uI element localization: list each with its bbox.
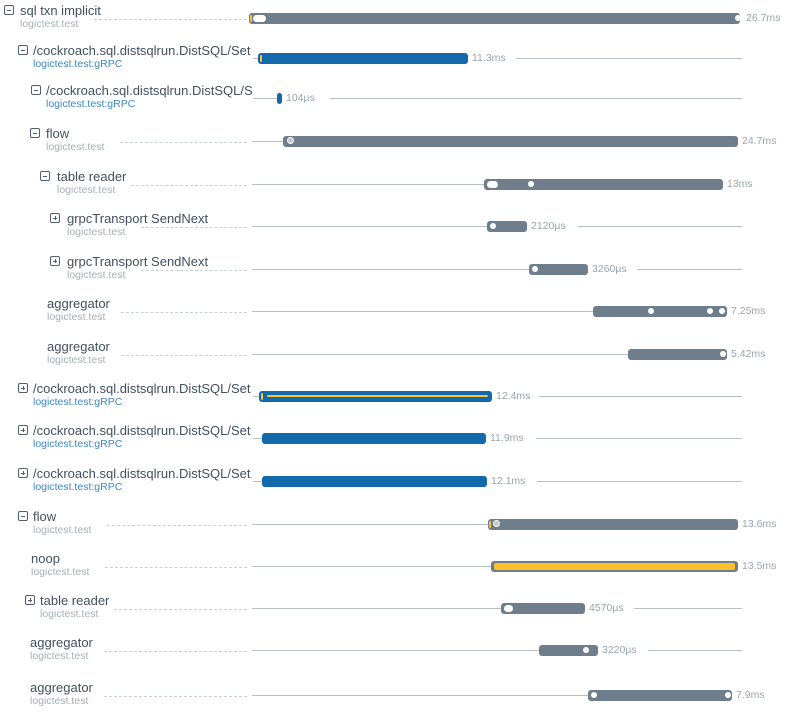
span-bar[interactable] bbox=[283, 136, 738, 147]
span-service: logictest.test bbox=[67, 269, 126, 281]
event-dot bbox=[719, 308, 725, 314]
leader-dashes bbox=[121, 312, 247, 313]
event-tick-icon bbox=[250, 15, 252, 22]
span-label bbox=[33, 382, 253, 408]
timeline-post-line bbox=[637, 269, 742, 270]
span-label bbox=[31, 552, 253, 578]
duration-label: 3260µs bbox=[592, 263, 627, 275]
span-name: grpcTransport SendNext bbox=[67, 255, 209, 269]
duration-label: 4570µs bbox=[589, 602, 624, 614]
trace-row[interactable] bbox=[0, 212, 786, 254]
leader-dashes bbox=[94, 19, 247, 20]
span-name: table reader bbox=[40, 594, 110, 608]
span-label bbox=[33, 510, 253, 536]
collapse-icon[interactable] bbox=[30, 128, 40, 138]
duration-label: 13.6ms bbox=[742, 518, 777, 530]
span-service: logictest.test bbox=[30, 695, 89, 707]
span-name: table reader bbox=[57, 170, 127, 184]
leader-dashes bbox=[141, 270, 247, 271]
leader-dashes bbox=[120, 142, 247, 143]
span-bar[interactable] bbox=[488, 519, 738, 530]
span-service: logictest.test bbox=[57, 184, 116, 196]
span-bar[interactable] bbox=[501, 603, 585, 614]
timeline-pre-line bbox=[252, 141, 283, 142]
span-service-link[interactable]: logictest.test:gRPC bbox=[33, 396, 123, 408]
trace-row[interactable] bbox=[0, 4, 786, 46]
event-dot bbox=[648, 308, 654, 314]
span-name: aggregator bbox=[30, 681, 93, 695]
span-label bbox=[47, 297, 253, 323]
span-bar[interactable] bbox=[484, 179, 723, 190]
span-name: aggregator bbox=[47, 340, 110, 354]
expand-icon[interactable] bbox=[18, 425, 28, 435]
span-service: logictest.test bbox=[46, 141, 105, 153]
event-dot bbox=[720, 351, 726, 357]
event-dot bbox=[591, 692, 597, 698]
trace-row[interactable] bbox=[0, 681, 786, 714]
span-name: /cockroach.sql.distsqlrun.DistSQL/Set bbox=[33, 44, 251, 58]
timeline-pre-line bbox=[252, 650, 539, 651]
span-bar[interactable] bbox=[588, 690, 732, 701]
timeline-pre-line bbox=[252, 184, 484, 185]
trace-row[interactable] bbox=[0, 297, 786, 339]
leader-dashes bbox=[141, 227, 247, 228]
trace-row[interactable] bbox=[0, 340, 786, 382]
span-bar[interactable] bbox=[262, 433, 486, 444]
span-service: logictest.test bbox=[20, 18, 79, 30]
span-label bbox=[46, 84, 253, 110]
span-service-link[interactable]: logictest.test:gRPC bbox=[33, 481, 123, 493]
span-name: sql txn implicit bbox=[20, 4, 101, 18]
timeline-post-line bbox=[539, 396, 742, 397]
event-dot bbox=[287, 137, 294, 144]
span-label bbox=[40, 594, 253, 620]
event-dot bbox=[583, 647, 589, 653]
timeline-pre-line bbox=[253, 481, 262, 482]
timeline-pre-line bbox=[252, 695, 588, 696]
span-service: logictest.test bbox=[33, 524, 92, 536]
duration-label: 26.7ms bbox=[746, 12, 781, 24]
timeline-post-line bbox=[536, 438, 742, 439]
collapse-icon[interactable] bbox=[18, 45, 28, 55]
span-bar[interactable] bbox=[539, 645, 598, 656]
expand-icon[interactable] bbox=[25, 595, 35, 605]
trace-row[interactable] bbox=[0, 552, 786, 594]
span-name: /cockroach.sql.distsqlrun.DistSQL/Set bbox=[33, 424, 251, 438]
start-segment-marker bbox=[487, 181, 498, 188]
leader-dashes bbox=[114, 609, 247, 610]
span-service-link[interactable]: logictest.test:gRPC bbox=[33, 438, 123, 450]
duration-label: 5.42ms bbox=[731, 348, 766, 360]
event-dot bbox=[735, 15, 741, 21]
leader-dashes bbox=[131, 185, 247, 186]
span-label bbox=[46, 127, 253, 153]
timeline-pre-line bbox=[252, 311, 593, 312]
timeline-pre-line bbox=[253, 98, 277, 99]
span-label bbox=[67, 212, 253, 238]
timeline-post-line bbox=[537, 481, 742, 482]
span-name: /cockroach.sql.distsqlrun.DistSQL/Set bbox=[33, 467, 251, 481]
leader-dashes bbox=[105, 567, 247, 568]
trace-row[interactable] bbox=[0, 44, 786, 86]
start-segment-marker bbox=[504, 605, 513, 612]
duration-label: 2120µs bbox=[531, 220, 566, 232]
span-label bbox=[20, 4, 253, 30]
timeline-pre-line bbox=[252, 226, 487, 227]
span-label bbox=[67, 255, 253, 281]
span-bar[interactable] bbox=[262, 476, 487, 487]
duration-label: 7.9ms bbox=[736, 689, 765, 701]
duration-label: 13.5ms bbox=[742, 560, 777, 572]
span-bar[interactable] bbox=[277, 93, 282, 104]
trace-row[interactable] bbox=[0, 382, 786, 424]
duration-label: 12.4ms bbox=[496, 390, 531, 402]
duration-label: 3220µs bbox=[602, 644, 637, 656]
leader-dashes bbox=[121, 355, 247, 356]
trace-row[interactable] bbox=[0, 84, 786, 126]
timeline-pre-line bbox=[252, 566, 491, 567]
event-dot bbox=[707, 308, 713, 314]
event-dot bbox=[532, 266, 538, 272]
collapse-icon[interactable] bbox=[40, 171, 50, 181]
timeline-pre-line bbox=[252, 354, 628, 355]
timeline-post-line bbox=[330, 98, 742, 99]
trace-row[interactable] bbox=[0, 594, 786, 636]
collapse-icon[interactable] bbox=[31, 85, 41, 95]
span-service: logictest.test bbox=[31, 566, 90, 578]
span-label bbox=[30, 636, 253, 662]
span-name: noop bbox=[31, 552, 60, 566]
span-service: logictest.test bbox=[47, 354, 106, 366]
span-name: aggregator bbox=[30, 636, 93, 650]
expand-icon[interactable] bbox=[50, 213, 60, 223]
timeline-post-line bbox=[648, 650, 742, 651]
leader-dashes bbox=[107, 525, 247, 526]
timeline-post-line bbox=[634, 608, 742, 609]
leader-dashes bbox=[104, 651, 247, 652]
span-bar[interactable] bbox=[258, 53, 468, 64]
span-service-link[interactable]: logictest.test:gRPC bbox=[33, 58, 123, 70]
span-name: grpcTransport SendNext bbox=[67, 212, 209, 226]
span-name: /cockroach.sql.distsqlrun.DistSQL/S bbox=[46, 84, 253, 98]
span-label bbox=[33, 424, 253, 450]
span-service: logictest.test bbox=[30, 650, 89, 662]
span-service: logictest.test bbox=[40, 608, 99, 620]
duration-label: 11.3ms bbox=[472, 52, 506, 64]
expand-icon[interactable] bbox=[18, 468, 28, 478]
timeline-pre-line bbox=[253, 438, 262, 439]
collapse-icon[interactable] bbox=[4, 5, 14, 15]
timeline-pre-line bbox=[252, 524, 488, 525]
timeline-pre-line bbox=[252, 269, 529, 270]
event-stripe bbox=[267, 395, 488, 397]
event-dot bbox=[493, 520, 500, 527]
trace-row[interactable] bbox=[0, 467, 786, 509]
timeline-post-line bbox=[578, 226, 742, 227]
trace-row[interactable] bbox=[0, 510, 786, 552]
event-tick-icon bbox=[260, 55, 262, 62]
duration-label: 12.1ms bbox=[491, 475, 526, 487]
duration-label: 104µs bbox=[286, 92, 315, 104]
span-label bbox=[57, 170, 253, 196]
span-name: aggregator bbox=[47, 297, 110, 311]
leader-dashes bbox=[104, 696, 247, 697]
trace-row[interactable] bbox=[0, 127, 786, 169]
span-service-link[interactable]: logictest.test:gRPC bbox=[46, 98, 136, 110]
event-dot bbox=[528, 181, 534, 187]
span-name: flow bbox=[33, 510, 57, 524]
start-segment-marker bbox=[253, 15, 266, 22]
timeline-pre-line bbox=[252, 608, 501, 609]
duration-label: 24.7ms bbox=[742, 135, 777, 147]
event-dot bbox=[490, 223, 496, 229]
span-label bbox=[33, 467, 253, 493]
span-bar[interactable] bbox=[249, 13, 740, 24]
event-tick-icon bbox=[489, 521, 491, 528]
span-service: logictest.test bbox=[67, 226, 126, 238]
expand-icon[interactable] bbox=[18, 383, 28, 393]
span-service: logictest.test bbox=[47, 311, 106, 323]
collapse-icon[interactable] bbox=[18, 511, 28, 521]
expand-icon[interactable] bbox=[50, 256, 60, 266]
timeline-post-line bbox=[516, 58, 742, 59]
span-label bbox=[33, 44, 253, 70]
trace-row[interactable] bbox=[0, 255, 786, 297]
duration-label: 7.25ms bbox=[731, 305, 766, 317]
span-label bbox=[30, 681, 253, 707]
event-dot bbox=[725, 692, 731, 698]
trace-row[interactable] bbox=[0, 170, 786, 212]
trace-row[interactable] bbox=[0, 424, 786, 466]
trace-row[interactable] bbox=[0, 636, 786, 678]
span-label bbox=[47, 340, 253, 366]
highlight-core bbox=[494, 563, 735, 570]
span-name: /cockroach.sql.distsqlrun.DistSQL/Set bbox=[33, 382, 251, 396]
duration-label: 11.9ms bbox=[490, 432, 524, 444]
event-tick-icon bbox=[261, 393, 263, 400]
duration-label: 13ms bbox=[727, 178, 753, 190]
span-bar[interactable] bbox=[628, 349, 727, 360]
span-name: flow bbox=[46, 127, 70, 141]
